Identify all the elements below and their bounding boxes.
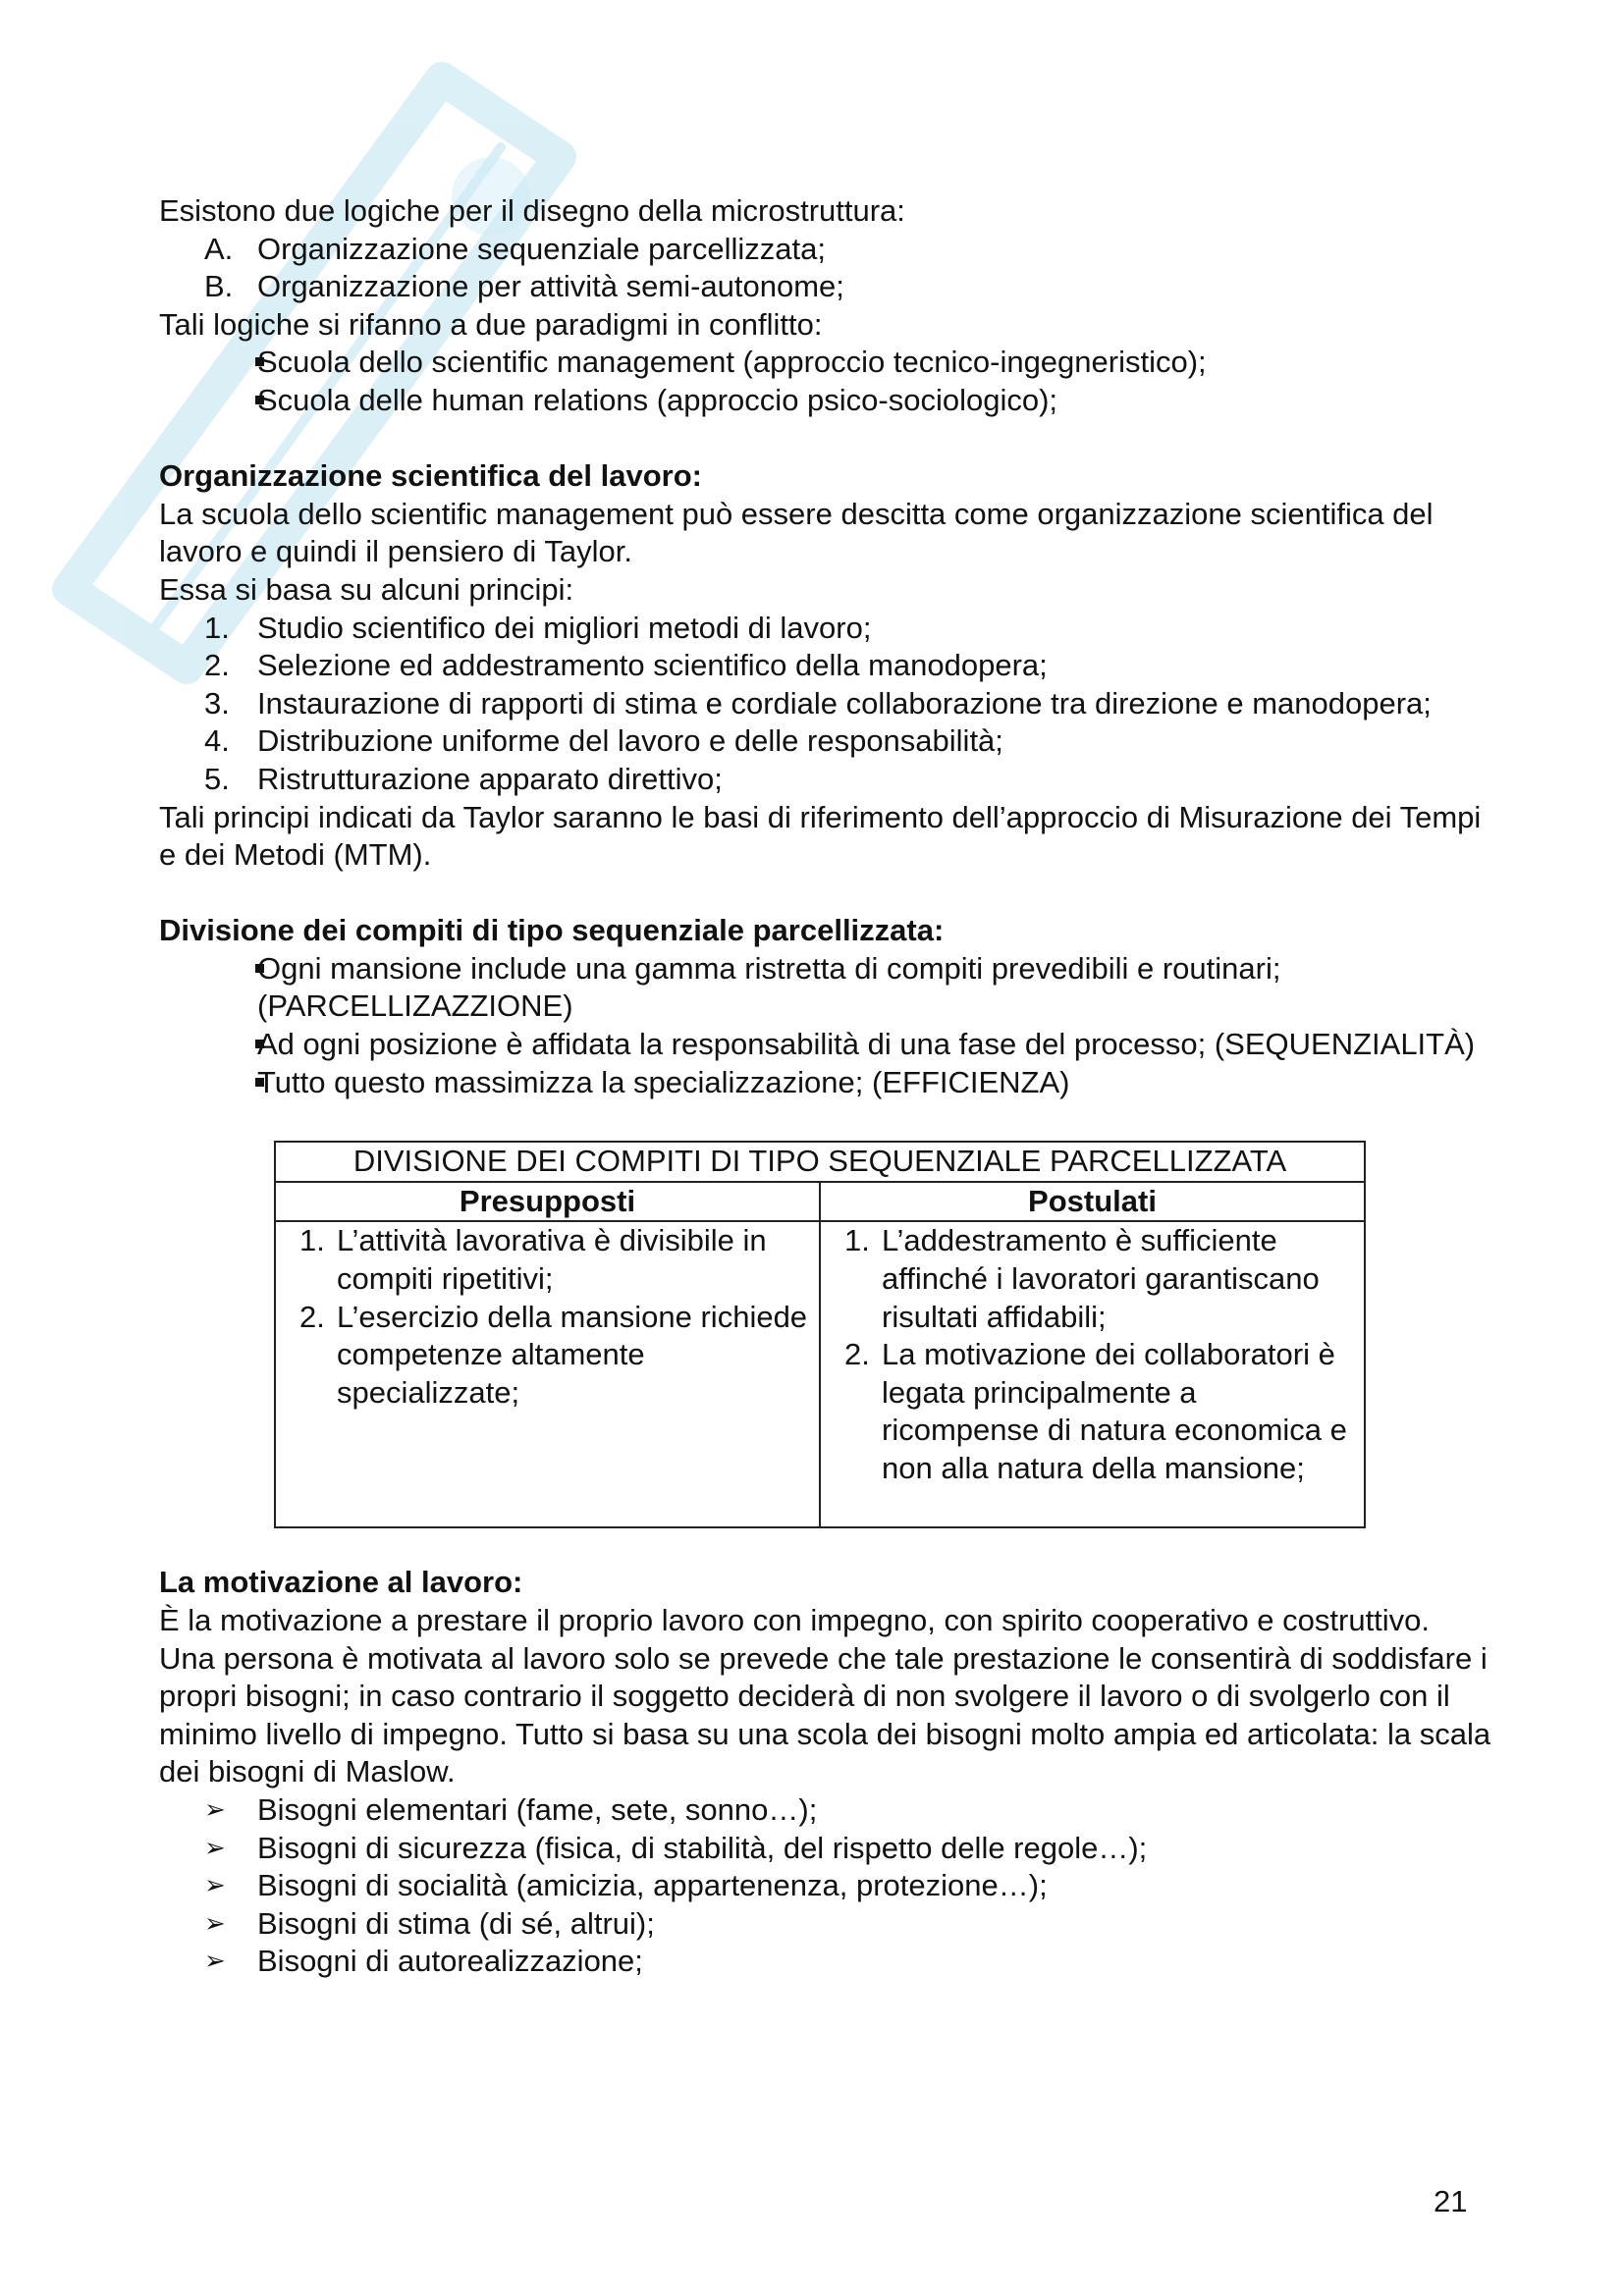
intro-text: Esistono due logiche per il disegno della microstruttura:	[159, 193, 905, 228]
list-item: Ad ogni posizione è affidata la responsabilità di una fase del processo; (SEQUENZIALITÀ)	[257, 1027, 1476, 1062]
list-marker: 1.	[844, 1223, 870, 1258]
list-item: Tutto questo massimizza la specializzazione; (EFFICIENZA)	[257, 1064, 1070, 1099]
document-page	[159, 192, 1494, 1981]
section-heading: Organizzazione scientifica del lavoro:	[159, 458, 702, 494]
list-marker: 2.	[844, 1337, 870, 1372]
table-cell-postulati	[820, 1221, 1365, 1527]
division-list	[159, 950, 1494, 1101]
list-marker: 2.	[204, 648, 230, 683]
list-item: B. Organizzazione per attività semi-autonome;	[159, 268, 1494, 306]
list-item: ➢ Bisogni di socialità (amicizia, appartenenza, protezione…);	[159, 1867, 1494, 1905]
list-item: 2. La motivazione dei collaboratori è legata principalmente a ricompense di natura economica e non alla natura della mansione;	[844, 1337, 1347, 1485]
paradigms-list	[159, 344, 1494, 419]
table-cell-presupposti	[275, 1221, 820, 1527]
list-item: Scuola dello scientific management (approccio tecnico-ingegneristico);	[257, 345, 1207, 380]
table-header-postulati: Postulati	[820, 1182, 1365, 1222]
paragraph: Essa si basa su alcuni principi:	[159, 571, 574, 607]
list-item: ➢ Bisogni di stima (di sé, altrui);	[159, 1905, 1494, 1944]
list-item: ➢ Bisogni di sicurezza (fisica, di stabilità, del rispetto delle regole…);	[159, 1830, 1494, 1868]
arrow-bullet-icon: ➢	[204, 1871, 226, 1901]
list-item: Ogni mansione include una gamma ristretta di compiti prevedibili e routinari; (PARCELLIZAZZIONE)	[257, 950, 1281, 1024]
logics-list	[159, 231, 1494, 306]
list-marker: 2.	[299, 1299, 325, 1334]
list-marker: 1.	[299, 1223, 325, 1258]
arrow-bullet-icon: ➢	[204, 1947, 226, 1977]
list-item: ➢ Bisogni di autorealizzazione;	[159, 1943, 1494, 1981]
list-item: Scuola delle human relations (approccio psico-sociologico);	[257, 382, 1058, 417]
list-item: ➢ Bisogni elementari (fame, sete, sonno…);	[159, 1791, 1494, 1830]
list-item: 5. Ristrutturazione apparato direttivo;	[159, 761, 1494, 799]
section-heading: La motivazione al lavoro:	[159, 1565, 523, 1600]
list-item: 2. L’esercizio della mansione richiede competenze altamente specializzate;	[299, 1299, 808, 1410]
list-marker: 4.	[204, 723, 230, 759]
paragraph: Una persona è motivata al lavoro solo se prevede che tale prestazione le consentirà di soddisfare i propri bisogni; in caso contrario il soggetto deciderà di non svolgere il lavoro o di svolgerlo con il minimo livello di impegno. Tutto si basa su una scola dei bisogni molto ampia ed articolata: la scala dei bisogni di Maslow.	[159, 1640, 1491, 1789]
list-item: 2. Selezione ed addestramento scientifico della manodopera;	[159, 647, 1494, 685]
paragraph: La scuola dello scientific management può essere descitta come organizzazione scientifica del lavoro e quindi il pensiero di Taylor.	[159, 496, 1434, 569]
list-item: 4. Distribuzione uniforme del lavoro e delle responsabilità;	[159, 722, 1494, 761]
arrow-bullet-icon: ➢	[204, 1908, 226, 1939]
table-title: DIVISIONE DEI COMPITI DI TIPO SEQUENZIALE PARCELLIZZATA	[275, 1142, 1365, 1182]
arrow-bullet-icon: ➢	[204, 1795, 226, 1825]
paragraph: È la motivazione a prestare il proprio lavoro con impegno, con spirito cooperativo e costruttivo.	[159, 1603, 1431, 1638]
list-marker: A.	[204, 231, 234, 266]
list-item: 1. Studio scientifico dei migliori metodi di lavoro;	[159, 610, 1494, 648]
list-marker: B.	[204, 269, 234, 304]
list-item: 1. L’attività lavorativa è divisibile in compiti ripetitivi;	[299, 1223, 767, 1297]
paradigms-intro: Tali logiche si rifanno a due paradigmi in conflitto:	[159, 306, 823, 342]
list-marker: 3.	[204, 685, 230, 721]
list-marker: 5.	[204, 761, 230, 796]
paragraph: Tali principi indicati da Taylor saranno le basi di riferimento dell’approccio di Misurazione dei Tempi e dei Metodi (MTM).	[159, 799, 1482, 873]
division-table	[274, 1141, 1366, 1528]
list-marker: 1.	[204, 610, 230, 645]
arrow-bullet-icon: ➢	[204, 1833, 226, 1863]
needs-list	[159, 1791, 1494, 1981]
table-header-presupposti: Presupposti	[275, 1182, 820, 1222]
list-item: 1. L’addestramento è sufficiente affinché i lavoratori garantiscano risultati affidabili;	[844, 1223, 1320, 1334]
principles-list	[159, 610, 1494, 799]
section-heading: Divisione dei compiti di tipo sequenziale parcellizzata:	[159, 913, 945, 948]
page-number: 21	[1434, 2184, 1468, 2218]
list-item: 3. Instaurazione di rapporti di stima e cordiale collaborazione tra direzione e manodopera;	[159, 685, 1494, 723]
list-item: A. Organizzazione sequenziale parcellizzata;	[159, 231, 1494, 269]
